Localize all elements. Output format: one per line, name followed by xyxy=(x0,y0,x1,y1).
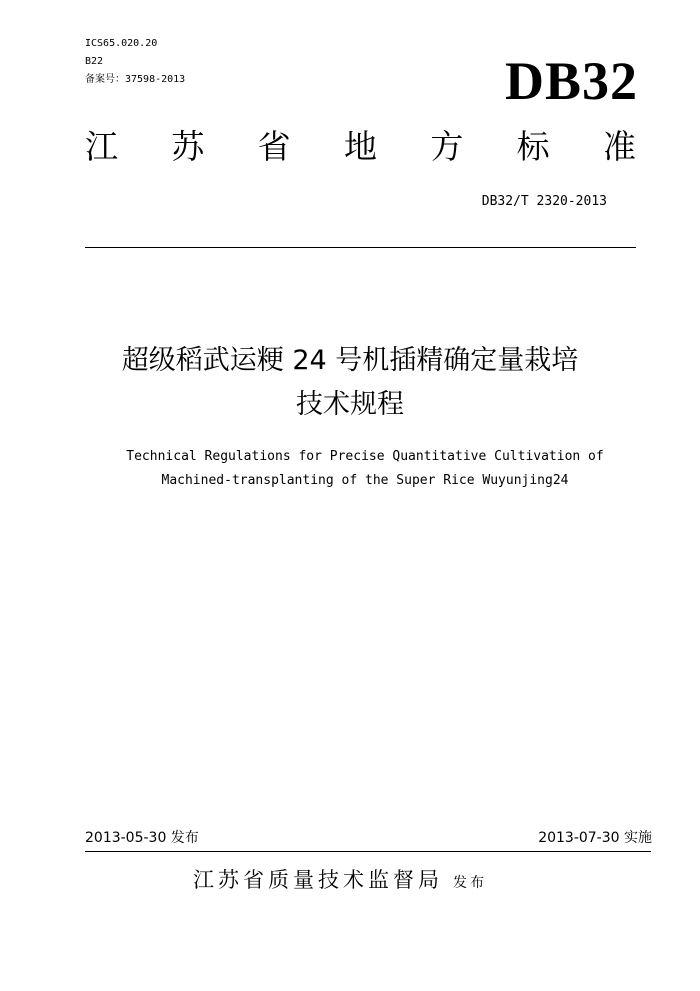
heading-char: 方 xyxy=(430,127,464,166)
heading-char: 苏 xyxy=(171,127,205,166)
implementation-date: 2013-07-30 实施 xyxy=(538,830,652,846)
classification-code: B22 xyxy=(85,56,104,67)
heading-char: 标 xyxy=(516,127,550,166)
document-title-cn-line1: 超级稻武运粳 24 号机插精确定量栽培 xyxy=(121,345,579,376)
document-title-en-line2: Machined-transplanting of the Super Rice Wuyunjing24 xyxy=(161,473,569,488)
bottom-divider xyxy=(85,851,651,852)
document-title-en-line1: Technical Regulations for Precise Quantitative Cultivation of xyxy=(126,449,604,464)
top-divider xyxy=(85,247,636,248)
heading-char: 地 xyxy=(343,127,377,166)
heading-char: 准 xyxy=(602,127,636,166)
issue-date: 2013-05-30 发布 xyxy=(85,830,199,846)
heading-char: 江 xyxy=(85,127,118,166)
standard-type-heading xyxy=(85,127,636,167)
document-title-cn-line2: 技术规程 xyxy=(296,389,404,420)
issuer-suffix: 发布 xyxy=(453,875,487,891)
issuer-name: 江苏省质量技术监督局 xyxy=(193,868,443,892)
record-number: 备案号：37598-2013 xyxy=(85,74,186,85)
heading-char: 省 xyxy=(257,127,291,166)
standard-number: DB32/T 2320-2013 xyxy=(481,194,607,209)
issuer-line xyxy=(193,865,487,895)
ics-code: ICS65.020.20 xyxy=(85,38,158,49)
db32-logo: DB32 xyxy=(504,51,638,111)
